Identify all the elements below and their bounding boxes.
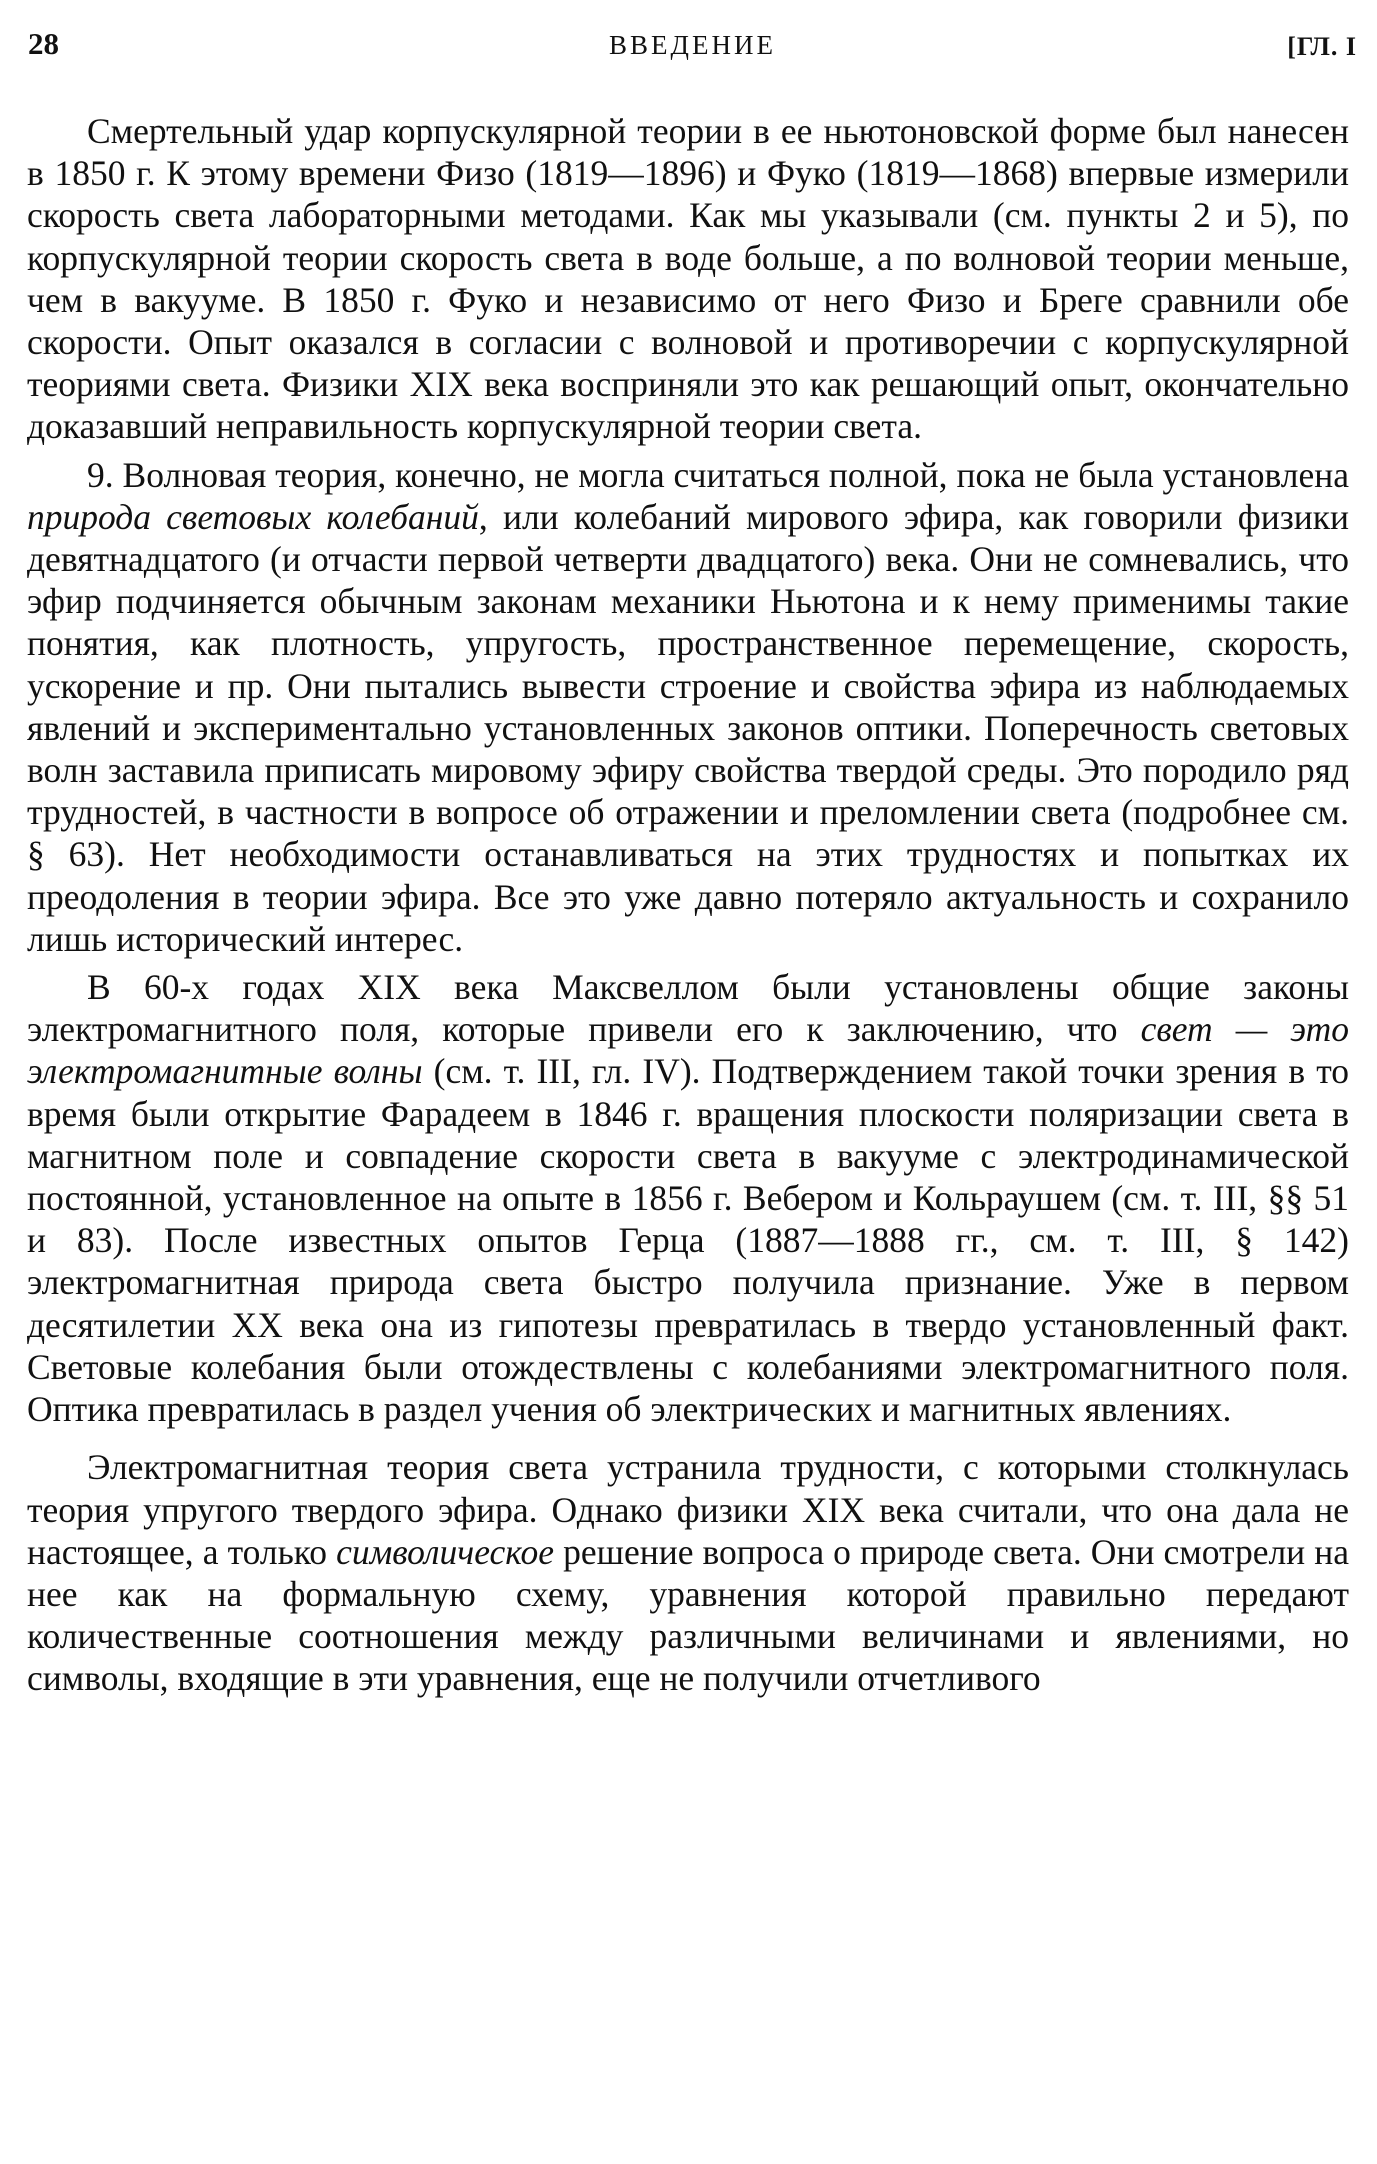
page-body [27, 110, 1349, 1700]
paragraph-text-end: , или колебаний мирового эфира, как говорили физики девятнадцатого (и отчасти первой четверти двадцатого) века. Они не сомневались, что эфир подчиняется обычным законам механики Ньютона и к нему применимы такие понятия, как плотность, упругость, пространственное перемещение, скорость, ускорение и пр. Они пытались вывести строение и свойства эфира из наблюдаемых явлений и экспериментально установленных законов оптики. Поперечность световых волн заставила приписать мировому эфиру свойства твердой среды. Это породило ряд трудностей, в частности в вопросе об отражении и преломлении света (подробнее см. § 63). Нет необходимости останавливаться на этих трудностях и попытках их преодоления в теории эфира. Все это уже давно потеряло актуальность и сохранило лишь исторический интерес. [27, 496, 1349, 959]
paragraph-electromagnetic-theory [27, 1446, 1349, 1699]
paragraph-text-end: решение вопроса о природе света. Они смотрели на нее как на формальную схему, уравнения которой правильно передают количественные соотношения между различными величинами и явлениями, но символы, входящие в эти уравнения, еще не получили отчетливого [27, 1531, 1349, 1699]
emphasized-term: символическое [336, 1531, 555, 1572]
running-title: ВВЕДЕНИЕ [609, 30, 776, 60]
page-number: 28 [28, 26, 59, 61]
emphasized-term: природа световых колебаний [27, 496, 479, 537]
chapter-reference: [ГЛ. I [1287, 32, 1357, 61]
emphasized-term: свет — это электромагнитные волны [27, 1009, 1350, 1092]
paragraph-text-end: (см. т. III, гл. IV). Подтверждением такой точки зрения в то время были открытие Фарадеем в 1846 г. вращения плоскости поляризации света в магнитном поле и совпадение скорости света в вакууме с электродинамической постоянной, установленное на опыте в 1856 г. Вебером и Кольраушем (см. т. III, §§ 51 и 83). После известных опытов Герца (1887—1888 гг., см. т. III, § 142) электромагнитная природа света быстро получила признание. Уже в первом десятилетии XX века она из гипотезы превратилась в твердо установленный факт. Световые колебания были отождествлены с колебаниями электромагнитного поля. Оптика превратилась в раздел учения об электрических и магнитных явлениях. [27, 1051, 1349, 1430]
paragraph-text: Смертельный удар корпускулярной теории в ее ньютоновской форме был нанесен в 1850 г. К этому времени Физо (1819—1896) и Фуко (1819—1868) впервые измерили скорость света лабораторными методами. Как мы указывали (см. пункты 2 и 5), по корпускулярной теории скорость света в воде больше, а по волновой теории меньше, чем в вакууме. В 1850 г. Фуко и независимо от него Физо и Бреге сравнили обе скорости. Опыт оказался в согласии с волновой и противоречии с корпускулярной теориями света. Физики XIX века восприняли это как решающий опыт, окончательно доказавший неправильность корпускулярной теории света. [27, 111, 1349, 447]
paragraph-text-start: Электромагнитная теория света устранила трудности, с которыми столкнулась теория упругого твердого эфира. Однако физики XIX века считали, что она дала не настоящее, а только [27, 1447, 1349, 1572]
page-header [28, 26, 1357, 76]
paragraph-text-start: В 60-х годах XIX века Максвеллом были установлены общие законы электромагнитного поля, которые привели его к заключению, что [27, 967, 1349, 1050]
paragraph-nature-of-light-vibrations [27, 454, 1349, 960]
paragraph-text-start: 9. Волновая теория, конечно, не могла считаться полной, пока не была установлена [87, 454, 1349, 495]
paragraph-maxwell-theory [27, 966, 1349, 1430]
paragraph-corpuscular-theory [27, 110, 1349, 448]
